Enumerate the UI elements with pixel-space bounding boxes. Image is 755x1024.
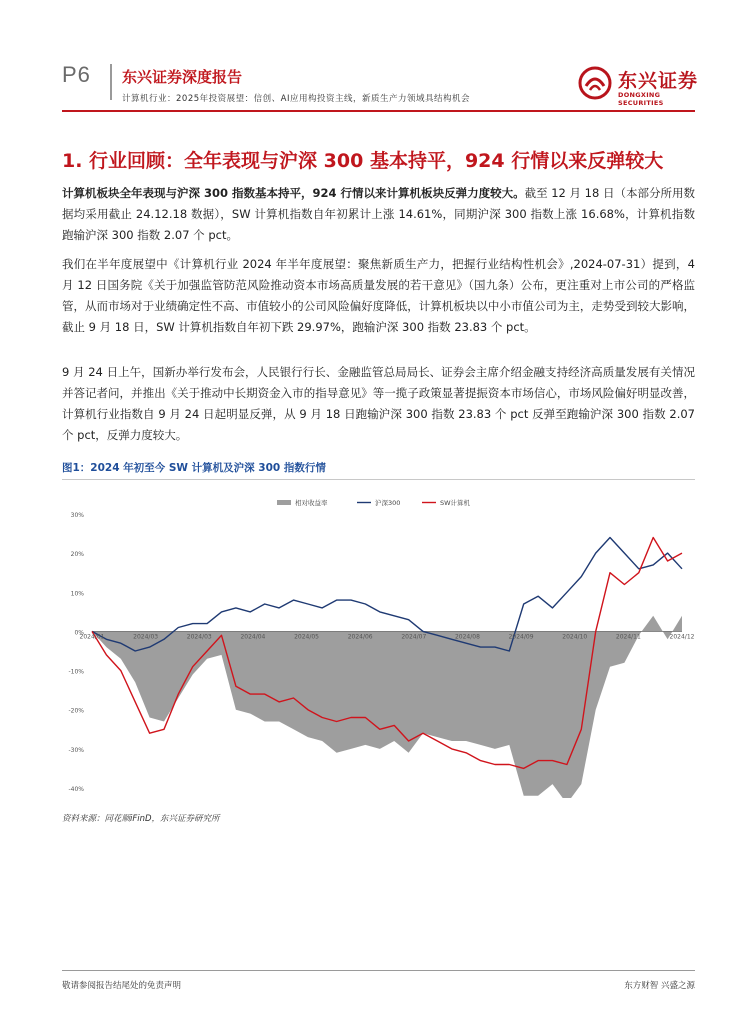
- legend-swatch: [277, 500, 291, 505]
- y-tick-label: -20%: [68, 707, 84, 715]
- y-tick-label: 0%: [74, 629, 84, 637]
- x-tick-label: 2024/07: [401, 633, 427, 641]
- footer-slogan: 东方财智 兴盛之源: [624, 981, 695, 991]
- page-number: P6: [62, 62, 91, 87]
- logo-text-cn: 东兴证券: [618, 70, 699, 92]
- paragraph-1: [62, 183, 695, 246]
- x-tick-label: 2024/11: [615, 633, 641, 641]
- logo-text-en: DONGXING SECURITIES: [618, 91, 664, 107]
- legend-label: 相对收益率: [295, 499, 328, 507]
- y-tick-label: -30%: [68, 746, 84, 754]
- header-divider: [110, 64, 112, 100]
- x-tick-label: 2024/12: [669, 633, 695, 641]
- x-tick-label: 2024/06: [347, 633, 373, 641]
- chart-legend: [277, 498, 471, 507]
- y-tick-label: 30%: [70, 512, 84, 519]
- index-chart: [62, 488, 695, 798]
- plot-area: [92, 538, 682, 799]
- figure-rule: [62, 479, 695, 480]
- paragraph-1-lead: 计算机板块全年表现与沪深 300 指数基本持平，924 行情以来计算机板块反弹力度较大。: [62, 186, 525, 200]
- x-tick-label: 2024/04: [240, 633, 266, 641]
- section-title: 1. 行业回顾：全年表现与沪深 300 基本持平，924 行情以来反弹较大: [62, 150, 664, 172]
- company-logo: [578, 64, 708, 107]
- x-tick-label: 2024/01: [79, 633, 105, 641]
- y-axis: [68, 512, 84, 793]
- x-tick-label: 2024/05: [294, 633, 320, 641]
- legend-label: 沪深300: [375, 499, 401, 507]
- report-title: 东兴证券深度报告: [122, 68, 243, 86]
- paragraph-3: 9 月 24 日上午，国新办举行发布会，人民银行行长、金融监管总局局长、证券会主席介绍金融支持经济高质量发展有关情况并答记者问，并推出《关于推动中长期资金入市的指导意见》等一揽子政策显著提振资本市场信心，市场风险偏好明显改善，计算机行业指数自 9 月 24 日起明显反弹，从 9 月 18 日跑输沪深 300 指数 23.83 个 pct 反弹至跑输沪深 300 指数 2.07 个 pct，反弹力度较大。: [62, 365, 695, 442]
- x-tick-label: 2024/08: [454, 633, 480, 641]
- figure-source: 资料来源：同花顺iFinD，东兴证券研究所: [62, 814, 220, 824]
- y-tick-label: 20%: [70, 551, 84, 559]
- y-tick-label: -10%: [68, 668, 84, 676]
- header-rule: [62, 110, 695, 112]
- y-tick-label: -40%: [68, 786, 84, 793]
- footer-rule: [62, 970, 695, 971]
- figure-title: 图1：2024 年初至今 SW 计算机及沪深 300 指数行情: [62, 462, 326, 474]
- x-tick-label: 2024/03: [133, 633, 159, 641]
- footer-disclaimer: 敬请参阅报告结尾处的免责声明: [62, 981, 182, 991]
- x-tick-label: 2024/09: [508, 633, 534, 641]
- paragraph-2: 我们在半年度展望中《计算机行业 2024 年半年度展望：聚焦新质生产力，把握行业结构性机会》,2024-07-31）提到，4 月 12 日国务院《关于加强监管防范风险推动资本市场高质量发展的若干意见》（国九条）公布，更注重对上市公司的严格监管，从而市场对于业绩确定性不高、市值较小的公司风险偏好度降低，计算机板块以中小市值公司为主，走势受到较大影响，截止 9 月 18 日，SW 计算机指数自年初下跌 29.97%，跑输沪深 300 指数 23.83 个 pct。: [62, 257, 695, 334]
- logo-mark-icon: [578, 66, 612, 100]
- report-subtitle: 计算机行业：2025年投资展望：信创、AI应用构投资主线，新质生产力领域具结构机会: [122, 94, 470, 104]
- paragraph-1-body: 截至 12 月 18 日（本部分所用数据均采用截止 24.12.18 数据），SW 计算机指数自年初累计上涨 14.61%，同期沪深 300 指数上涨 16.68%，计算机指数跑输沪深 300 指数 2.07 个 pct。: [62, 186, 695, 242]
- x-tick-label: 2024/10: [562, 633, 588, 641]
- y-tick-label: 10%: [70, 590, 84, 598]
- x-tick-label: 2024/03: [186, 633, 212, 641]
- legend-label: SW计算机: [440, 499, 471, 507]
